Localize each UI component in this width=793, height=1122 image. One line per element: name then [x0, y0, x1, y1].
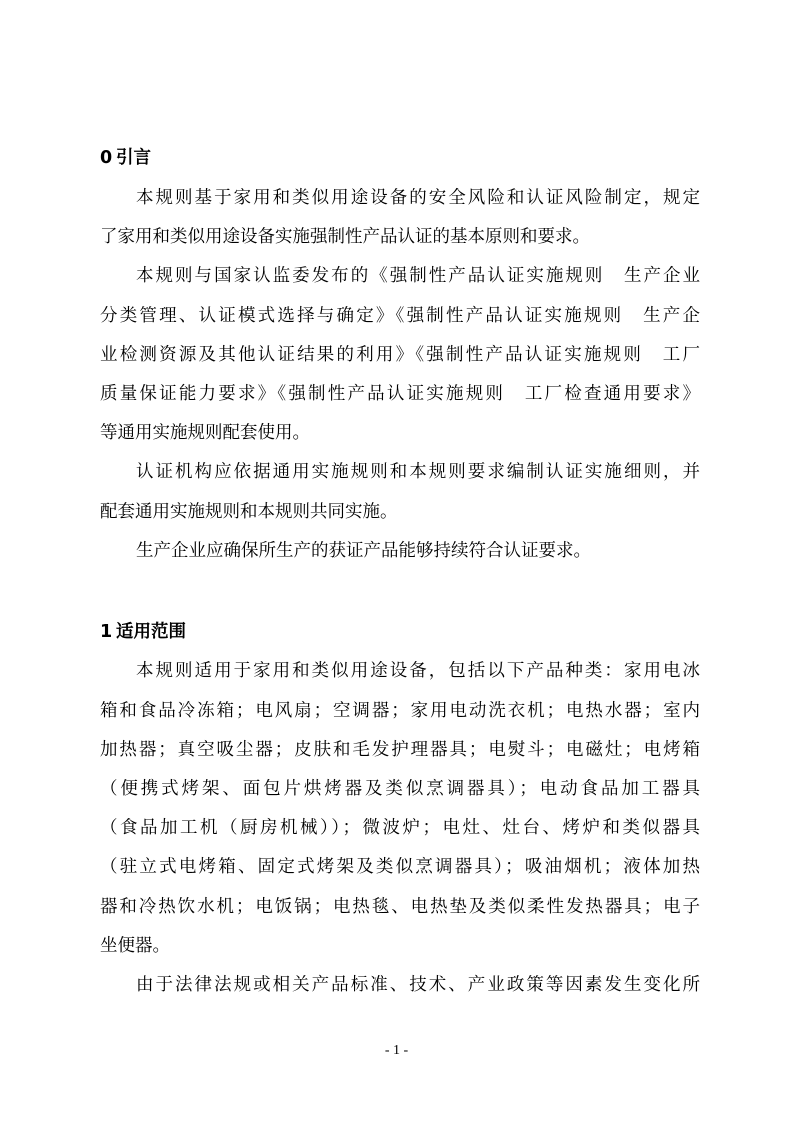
section-1-line-2: 箱和食品冷冻箱；电风扇；空调器；家用电动洗衣机；电热水器；室内: [100, 701, 700, 721]
section-1-line-7: 器和冷热饮水机；电饭锅；电热毯、电热垫及类似柔性发热器具；电子: [100, 897, 700, 917]
section-1-line-1: 本规则适用于家用和类似用途设备，包括以下产品种类：家用电冰: [136, 661, 700, 681]
section-1-line-4: （便携式烤架、面包片烘烤器及类似烹调器具）；电动食品加工器具: [100, 779, 700, 799]
section-1-line-5: （食品加工机（厨房机械））；微波炉；电灶、灶台、烤炉和类似器具: [100, 818, 700, 838]
section-0-line-4: 分类管理、认证模式选择与确定》《强制性产品认证实施规则 生产企: [100, 306, 700, 326]
section-0-line-7: 等通用实施规则配套使用。: [100, 423, 310, 443]
section-0-line-6: 质量保证能力要求》《强制性产品认证实施规则 工厂检查通用要求》: [100, 384, 700, 404]
section-0-line-3: 本规则与国家认监委发布的《强制性产品认证实施规则 生产企业: [136, 266, 700, 286]
section-1-number: 1: [100, 622, 113, 642]
section-1-title: 适用范围: [116, 622, 186, 642]
page-number: - 1 -: [384, 1043, 409, 1058]
section-1-heading: [100, 620, 186, 644]
section-1-line-6: （驻立式电烤箱、固定式烤架及类似烹调器具）；吸油烟机；液体加热: [100, 857, 700, 877]
section-0-line-5: 业检测资源及其他认证结果的利用》《强制性产品认证实施规则 工厂: [100, 345, 700, 365]
section-0-heading: [100, 146, 151, 170]
section-1-line-9: 由于法律法规或相关产品标准、技术、产业政策等因素发生变化所: [136, 975, 700, 995]
section-0-number: 0: [100, 148, 113, 168]
section-0-line-10: 生产企业应确保所生产的获证产品能够持续符合认证要求。: [136, 541, 591, 561]
section-1-line-3: 加热器；真空吸尘器；皮肤和毛发护理器具；电熨斗；电磁灶；电烤箱: [100, 740, 700, 760]
section-0-line-2: 了家用和类似用途设备实施强制性产品认证的基本原则和要求。: [100, 227, 590, 247]
section-0-line-1: 本规则基于家用和类似用途设备的安全风险和认证风险制定，规定: [136, 188, 700, 208]
section-1-line-8: 坐便器。: [100, 936, 170, 956]
section-0-line-8: 认证机构应依据通用实施规则和本规则要求编制认证实施细则，并: [136, 462, 700, 482]
section-0-line-9: 配套通用实施规则和本规则共同实施。: [100, 502, 398, 522]
section-0-title: 引言: [116, 148, 151, 168]
